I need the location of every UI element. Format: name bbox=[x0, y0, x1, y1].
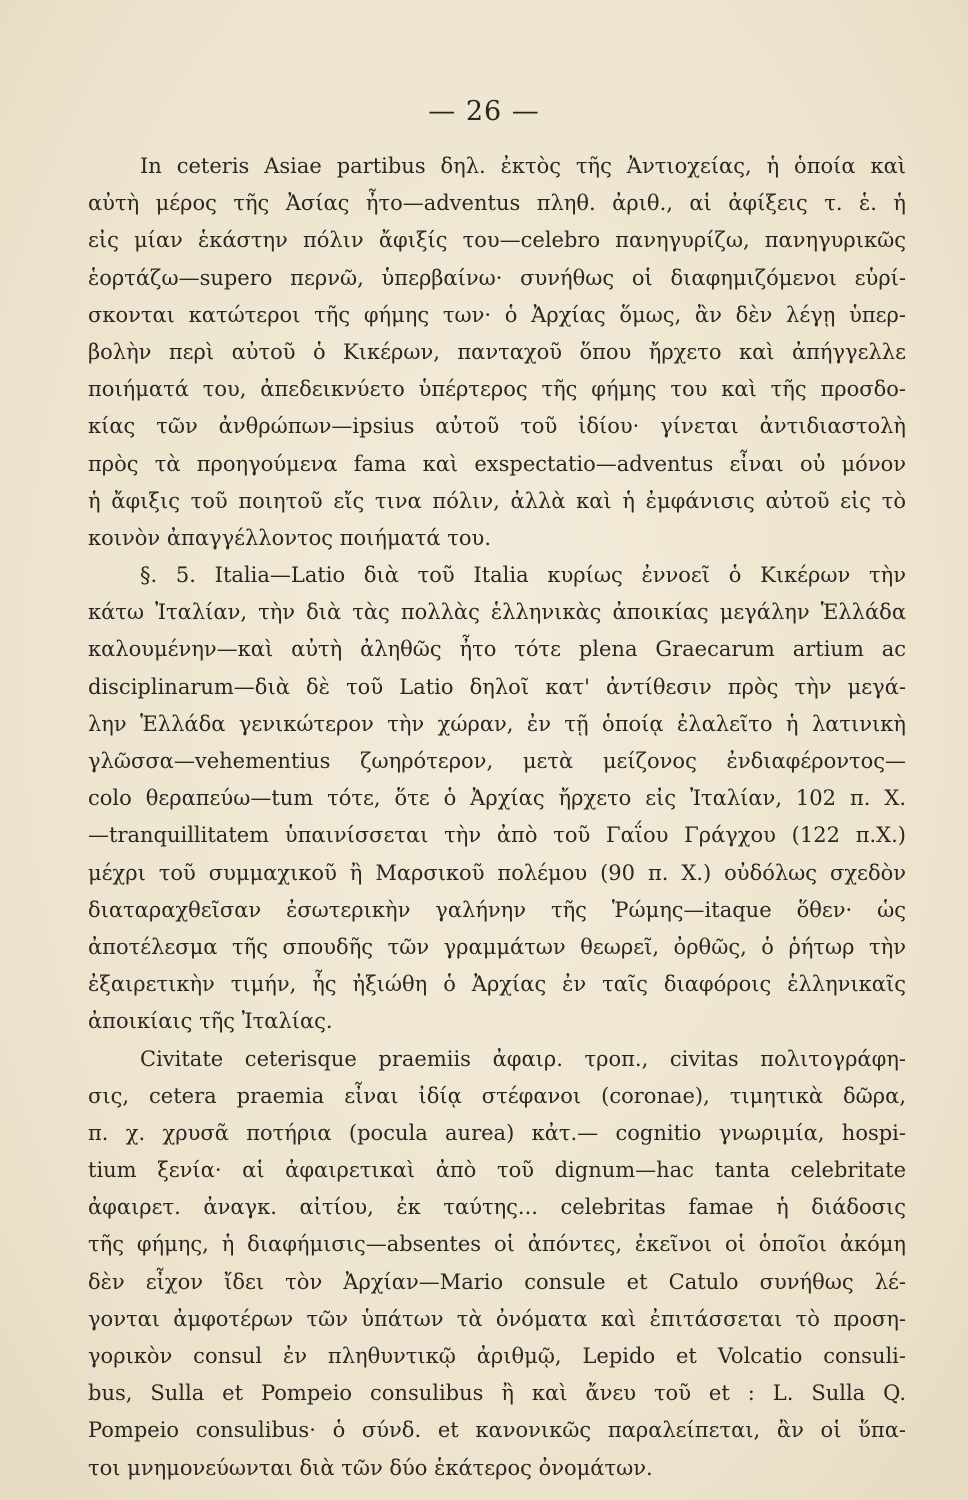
page-text bbox=[88, 148, 906, 1487]
text-line: κοινὸν ἀπαγγέλλοντος ποιήματά του. bbox=[88, 525, 491, 550]
text-line: τῆς φήμης, ἡ διαφήμισις—absentes οἱ ἀπόντες, ἐκεῖνοι οἱ ὁποῖοι ἀκόμη bbox=[88, 1232, 906, 1257]
page-number: — 26 — bbox=[428, 96, 540, 127]
text-line: disciplinarum—διὰ δὲ τοῦ Latio δηλοῖ κατ' ἀντίθεσιν πρὸς τὴν μεγά- bbox=[88, 674, 906, 699]
text-line: γλῶσσα—vehementius ζωηρότερον, μετὰ μείζονος ἐνδιαφέροντος— bbox=[88, 749, 906, 773]
text-line: ἑορτάζω—supero περνῶ, ὑπερβαίνω· συνήθως οἱ διαφημιζόμενοι εὑρί- bbox=[88, 265, 906, 290]
text-line: πρὸς τὰ προηγούμενα fama καὶ exspectatio—adventus εἶναι οὐ μόνον bbox=[88, 451, 906, 476]
text-line: σις, cetera praemia εἶναι ἰδίᾳ στέφανοι (coronae), τιμητικὰ δῶρα, bbox=[88, 1083, 906, 1108]
text-line: colo θεραπεύω—tum τότε, ὅτε ὁ Ἀρχίας ἤρχετο εἰς Ἰταλίαν, 102 π. Χ. bbox=[88, 786, 906, 811]
text-line: Civitate ceterisque praemiis ἀφαιρ. τροπ., civitas πολιτογράφη- bbox=[140, 1046, 906, 1071]
paragraph bbox=[88, 557, 906, 1040]
text-line: τοι μνημονεύωνται διὰ τῶν δύο ἑκάτερος ὀνομάτων. bbox=[88, 1455, 653, 1480]
text-line: μέχρι τοῦ συμμαχικοῦ ἢ Μαρσικοῦ πολέμου (90 π. Χ.) οὐδόλως σχεδὸν bbox=[88, 860, 906, 885]
text-line: σκονται κατώτεροι τῆς φήμης των· ὁ Ἀρχίας ὅμως, ἂν δὲν λέγῃ ὑπερ- bbox=[88, 302, 906, 327]
text-line: εἰς μίαν ἑκάστην πόλιν ἄφιξίς του—celebro πανηγυρίζω, πανηγυρικῶς bbox=[88, 228, 906, 253]
text-line: ἐξαιρετικὴν τιμήν, ἧς ἠξιώθη ὁ Ἀρχίας ἐν ταῖς διαφόροις ἑλληνικαῖς bbox=[88, 972, 906, 997]
text-line: π. χ. χρυσᾶ ποτήρια (pocula aurea) κἀτ.— cognitio γνωριμία, hospi- bbox=[88, 1120, 906, 1145]
text-line: §. 5. Italia—Latio διὰ τοῦ Italia κυρίως ἐννοεῖ ὁ Κικέρων τὴν bbox=[140, 563, 906, 588]
text-line: διαταραχθεῖσαν ἐσωτερικὴν γαλήνην τῆς Ῥώμης—itaque ὅθεν· ὡς bbox=[88, 897, 906, 922]
text-line: Pompeio consulibus· ὁ σύνδ. et κανονικῶς παραλείπεται, ἂν οἱ ὕπα- bbox=[88, 1418, 906, 1443]
text-line: δὲν εἶχον ἴδει τὸν Ἀρχίαν—Mario consule et Catulo συνήθως λέ- bbox=[88, 1269, 906, 1294]
text-line: αὐτὴ μέρος τῆς Ἀσίας ἦτο—adventus πληθ. ἀριθ., αἱ ἀφίξεις τ. ἑ. ἡ bbox=[88, 191, 906, 216]
paragraph bbox=[88, 148, 906, 557]
text-line: γονται ἀμφοτέρων τῶν ὑπάτων τὰ ὀνόματα καὶ ἐπιτάσσεται τὸ προση- bbox=[88, 1306, 906, 1331]
text-line: —tranquillitatem ὑπαινίσσεται τὴν ἀπὸ τοῦ Γαΐου Γράγχου (122 π.Χ.) bbox=[88, 823, 906, 848]
text-line: ἡ ἄφιξις τοῦ ποιητοῦ εἴς τινα πόλιν, ἀλλὰ καὶ ἡ ἐμφάνισις αὐτοῦ εἰς τὸ bbox=[88, 488, 906, 513]
text-line: bus, Sulla et Pompeio consulibus ἢ καὶ ἄνευ τοῦ et : L. Sulla Q. bbox=[88, 1381, 906, 1406]
text-line: tium ξενία· αἱ ἀφαιρετικαὶ ἀπὸ τοῦ dignum—hac tanta celebritate bbox=[88, 1158, 906, 1183]
text-line: ποιήματά του, ἀπεδεικνύετο ὑπέρτερος τῆς φήμης του καὶ τῆς προσδο- bbox=[88, 377, 906, 402]
text-line: ἀφαιρετ. ἀναγκ. αἰτίου, ἐκ ταύτης... celebritas famae ἡ διάδοσις bbox=[88, 1195, 906, 1220]
text-line: ἀποτέλεσμα τῆς σπουδῆς τῶν γραμμάτων θεωρεῖ, ὀρθῶς, ὁ ῥήτωρ τὴν bbox=[88, 934, 906, 959]
text-line: λην Ἑλλάδα γενικώτερον τὴν χώραν, ἐν τῇ ὁποίᾳ ἐλαλεῖτο ἡ λατινικὴ bbox=[88, 711, 906, 736]
text-line: καλουμένην—καὶ αὐτὴ ἀληθῶς ἦτο τότε plena Graecarum artium ac bbox=[88, 637, 906, 662]
text-line: βολὴν περὶ αὐτοῦ ὁ Κικέρων, πανταχοῦ ὅπου ἤρχετο καὶ ἀπήγγελλε bbox=[88, 339, 906, 364]
text-line: γορικὸν consul ἐν πληθυντικῷ ἀριθμῷ, Lepido et Volcatio consuli- bbox=[88, 1344, 906, 1368]
text-line: κάτω Ἰταλίαν, τὴν διὰ τὰς πολλὰς ἑλληνικὰς ἀποικίας μεγάλην Ἑλλάδα bbox=[88, 600, 906, 625]
paragraph bbox=[88, 1041, 906, 1487]
text-line: κίας τῶν ἀνθρώπων—ipsius αὐτοῦ τοῦ ἰδίου· γίνεται ἀντιδιαστολὴ bbox=[88, 414, 906, 439]
text-line: In ceteris Asiae partibus δηλ. ἐκτὸς τῆς Ἀντιοχείας, ἡ ὁποία καὶ bbox=[140, 154, 906, 178]
text-line: ἀποικίαις τῆς Ἰταλίας. bbox=[88, 1009, 333, 1034]
